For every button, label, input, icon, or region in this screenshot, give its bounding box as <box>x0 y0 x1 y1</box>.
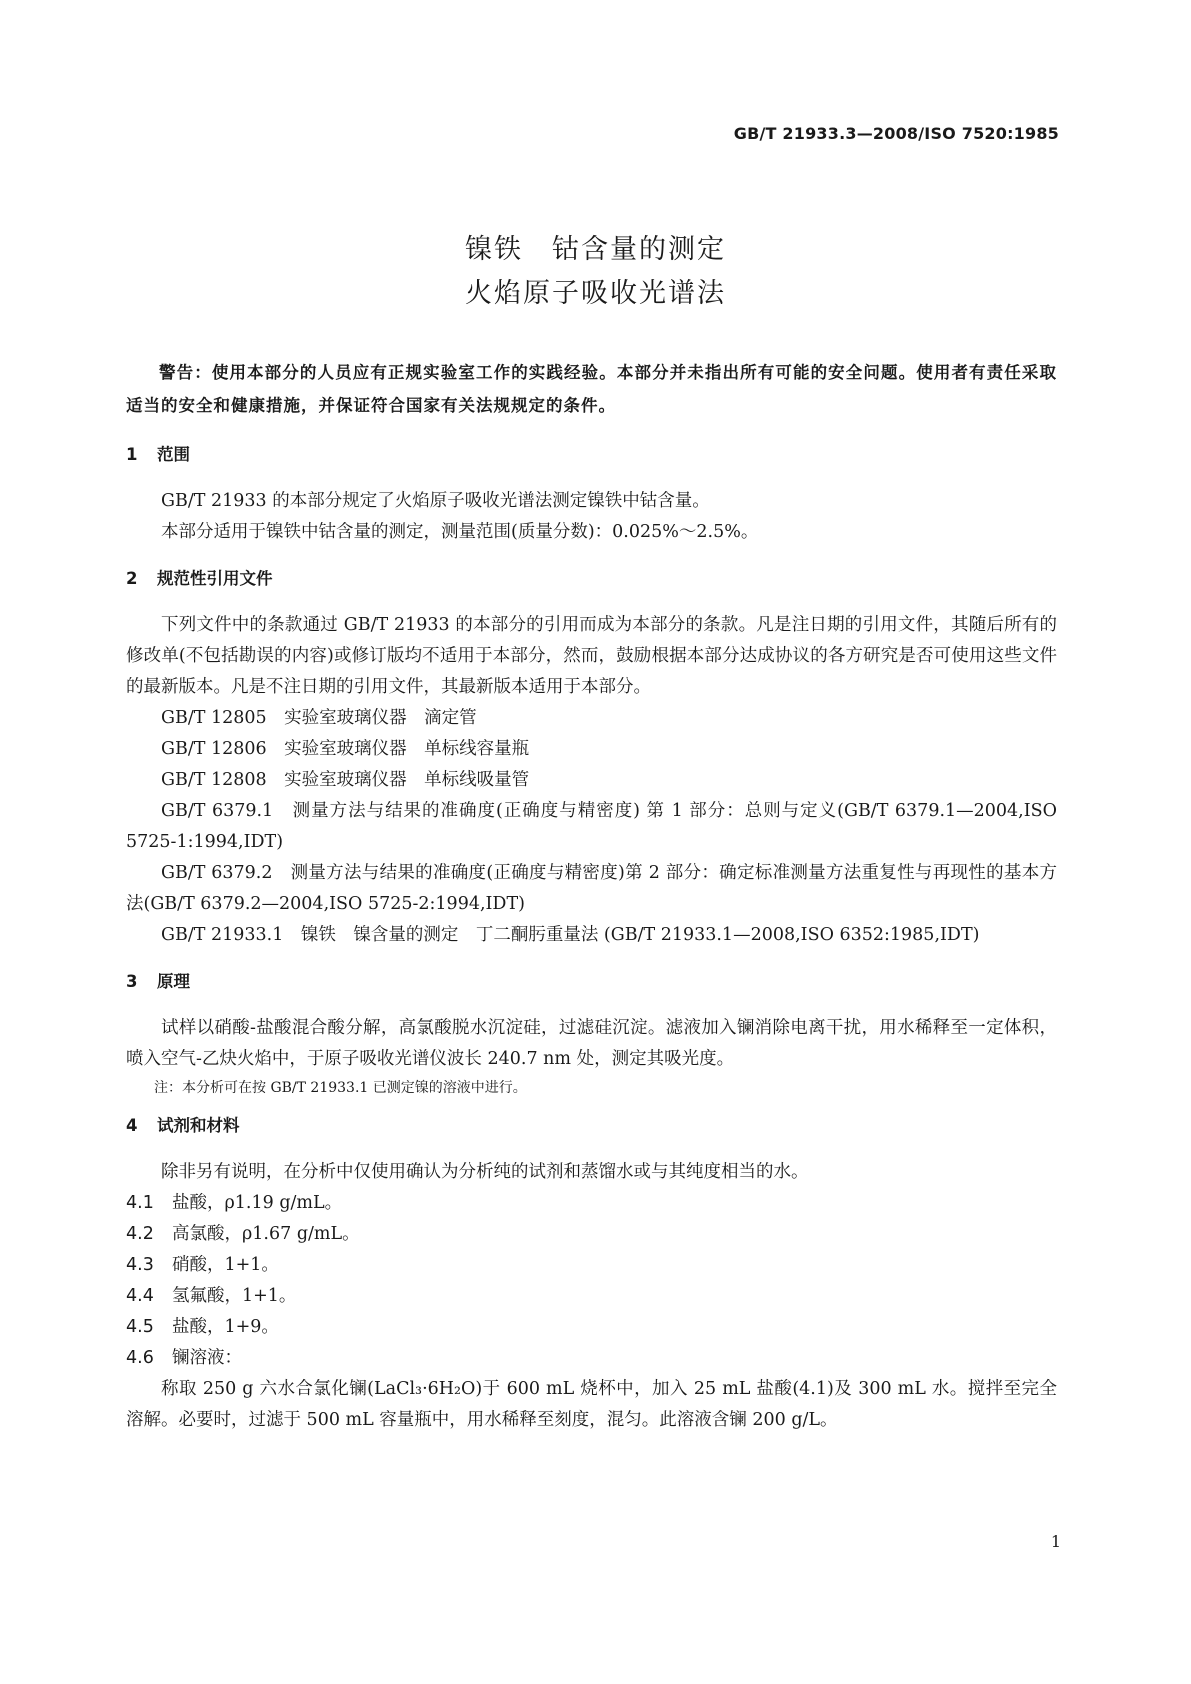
item-number: 4.4 <box>126 1286 154 1306</box>
title-line-1: 镍铁 钴含量的测定 <box>465 234 726 265</box>
scope-paragraph-2: 本部分适用于镍铁中钴含量的测定，测量范围(质量分数)：0.025%～2.5%。 <box>161 522 759 542</box>
section-title: 试剂和材料 <box>157 1116 240 1135</box>
section-heading-normative <box>126 566 1057 592</box>
section-number: 4 <box>126 1116 138 1135</box>
item-text: 镧溶液： <box>172 1348 242 1368</box>
normative-intro: 下列文件中的条款通过 GB/T 21933 的本部分的引用而成为本部分的条款。凡是注日期的引用文件，其随后所有的修改单(不包括勘误的内容)或修订版均不适用于本部分，然而，鼓励根据本部分达成协议的各方研究是否可使用这些文件的最新版本。凡是不注日期的引用文件，其最新版本适用于本部分。 <box>126 615 1057 697</box>
item-number: 4.2 <box>126 1224 154 1244</box>
item-number: 4.1 <box>126 1193 154 1213</box>
document-title <box>0 228 1191 316</box>
principle-paragraph: 试样以硝酸-盐酸混合酸分解，高氯酸脱水沉淀硅，过滤硅沉淀。滤液加入镧消除电离干扰，用水稀释至一定体积，喷入空气-乙炔火焰中，于原子吸收光谱仪波长 240.7 nm 处，测定其吸光度。 <box>126 1018 1057 1069</box>
page-number: 1 <box>1050 1532 1061 1551</box>
reagent-item <box>126 1250 1057 1281</box>
section-heading-reagents <box>126 1113 1057 1139</box>
section-heading-scope <box>126 442 1057 468</box>
reference-item: GB/T 6379.2 测量方法与结果的准确度(正确度与精密度)第 2 部分：确定标准测量方法重复性与再现性的基本方法(GB/T 6379.2—2004,ISO 5725-2:1994,IDT) <box>126 863 1057 914</box>
item-number: 4.6 <box>126 1348 154 1368</box>
reference-item: GB/T 12806 实验室玻璃仪器 单标线容量瓶 <box>161 739 530 759</box>
reagents-intro: 除非另有说明，在分析中仅使用确认为分析纯的试剂和蒸馏水或与其纯度相当的水。 <box>161 1162 809 1182</box>
section-number: 1 <box>126 445 138 464</box>
item-text: 盐酸，ρ1.19 g/mL。 <box>172 1193 343 1213</box>
section-title: 范围 <box>157 445 190 464</box>
section-title: 规范性引用文件 <box>157 569 273 588</box>
reference-item: GB/T 21933.1 镍铁 镍含量的测定 丁二酮肟重量法 (GB/T 21933.1—2008,ISO 6352:1985,IDT) <box>161 925 980 945</box>
reagent-item <box>126 1312 1057 1343</box>
item-number: 4.5 <box>126 1317 154 1337</box>
item-number: 4.3 <box>126 1255 154 1275</box>
principle-note: 注：本分析可在按 GB/T 21933.1 已测定镍的溶液中进行。 <box>154 1080 527 1096</box>
item-text: 氢氟酸，1+1。 <box>172 1286 297 1306</box>
section-number: 2 <box>126 569 138 588</box>
section-title: 原理 <box>157 972 190 991</box>
item-text: 盐酸，1+9。 <box>172 1317 279 1337</box>
lanthanum-solution-paragraph: 称取 250 g 六水合氯化镧(LaCl₃·6H₂O)于 600 mL 烧杯中，加入 25 mL 盐酸(4.1)及 300 mL 水。搅拌至完全溶解。必要时，过滤于 500 mL 容量瓶中，用水稀释至刻度，混匀。此溶液含镧 200 g/L。 <box>126 1379 1057 1430</box>
reagent-item <box>126 1219 1057 1250</box>
warning-paragraph: 警告：使用本部分的人员应有正规实验室工作的实践经验。本部分并未指出所有可能的安全问题。使用者有责任采取适当的安全和健康措施，并保证符合国家有关法规规定的条件。 <box>126 363 1057 415</box>
scope-paragraph-1: GB/T 21933 的本部分规定了火焰原子吸收光谱法测定镍铁中钴含量。 <box>161 491 710 511</box>
section-number: 3 <box>126 972 138 991</box>
item-text: 高氯酸，ρ1.67 g/mL。 <box>172 1224 360 1244</box>
reagent-item <box>126 1343 1057 1374</box>
standard-code: GB/T 21933.3—2008/ISO 7520:1985 <box>733 124 1059 143</box>
reference-item: GB/T 6379.1 测量方法与结果的准确度(正确度与精密度) 第 1 部分：总则与定义(GB/T 6379.1—2004,ISO 5725-1:1994,IDT) <box>126 801 1057 852</box>
reference-item: GB/T 12805 实验室玻璃仪器 滴定管 <box>161 708 477 728</box>
document-body <box>126 356 1057 1436</box>
item-text: 硝酸，1+1。 <box>172 1255 279 1275</box>
reagent-item <box>126 1188 1057 1219</box>
reagent-item <box>126 1281 1057 1312</box>
section-heading-principle <box>126 969 1057 995</box>
reference-item: GB/T 12808 实验室玻璃仪器 单标线吸量管 <box>161 770 530 790</box>
title-line-2: 火焰原子吸收光谱法 <box>465 278 726 309</box>
